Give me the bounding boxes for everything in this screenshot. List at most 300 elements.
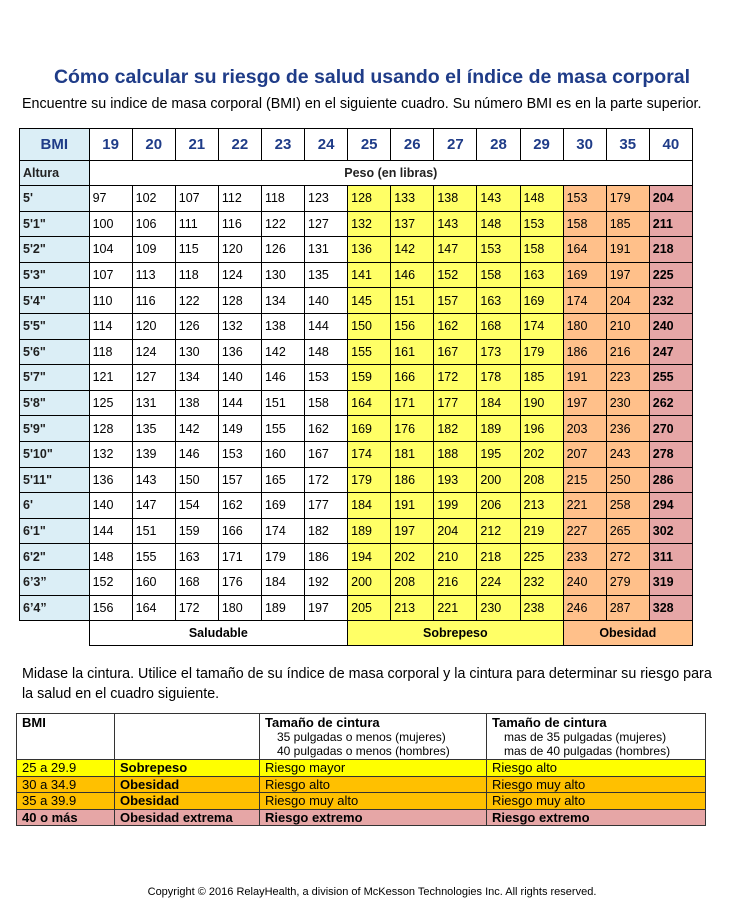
weight-cell: 155 [132, 544, 175, 570]
weight-cell: 169 [563, 262, 606, 288]
page-title: Cómo calcular su riesgo de salud usando el índice de masa corporal [53, 66, 691, 88]
bmi-table-row [20, 493, 693, 519]
weight-cell: 189 [348, 518, 391, 544]
weight-cell: 191 [606, 237, 649, 263]
weight-cell: 197 [563, 390, 606, 416]
weight-cell: 136 [218, 339, 261, 365]
height-cell: 6'2" [20, 544, 90, 570]
weight-cell: 128 [348, 186, 391, 212]
weight-cell: 160 [132, 569, 175, 595]
weight-cell: 286 [649, 467, 692, 493]
bmi-table-row [20, 365, 693, 391]
weight-cell: 194 [348, 544, 391, 570]
weight-cell: 182 [434, 416, 477, 442]
weight-cell: 126 [261, 237, 304, 263]
bmi-table-row [20, 237, 693, 263]
weight-cell: 278 [649, 441, 692, 467]
weight-cell: 200 [477, 467, 520, 493]
weight-cell: 247 [649, 339, 692, 365]
height-cell: 5'10" [20, 441, 90, 467]
weight-cell: 144 [89, 518, 132, 544]
weight-cell: 158 [520, 237, 563, 263]
weight-cell: 145 [348, 288, 391, 314]
weight-cell: 199 [434, 493, 477, 519]
weight-cell: 146 [175, 441, 218, 467]
weight-cell: 255 [649, 365, 692, 391]
weight-cell: 216 [606, 339, 649, 365]
weight-cell: 120 [132, 313, 175, 339]
weight-cell: 200 [348, 569, 391, 595]
height-cell: 5'4" [20, 288, 90, 314]
bmi-table [19, 128, 693, 646]
weight-cell: 192 [305, 569, 348, 595]
weight-cell: 211 [649, 211, 692, 237]
weight-cell: 197 [305, 595, 348, 621]
bmi-value-header: 22 [218, 129, 261, 161]
weight-cell: 179 [520, 339, 563, 365]
bmi-table-row [20, 441, 693, 467]
weight-cell: 174 [563, 288, 606, 314]
weight-cell: 144 [305, 313, 348, 339]
weight-cell: 174 [520, 313, 563, 339]
weight-cell: 216 [434, 569, 477, 595]
bmi-value-header: 25 [348, 129, 391, 161]
weight-cell: 177 [434, 390, 477, 416]
weight-cell: 123 [305, 186, 348, 212]
weight-cell: 132 [89, 441, 132, 467]
bmi-table-row [20, 186, 693, 212]
weight-cell: 179 [261, 544, 304, 570]
weight-cell: 191 [391, 493, 434, 519]
weight-cell: 128 [218, 288, 261, 314]
weight-cell: 153 [218, 441, 261, 467]
weight-cell: 186 [305, 544, 348, 570]
waist-small-men: 40 pulgadas o menos (hombres) [277, 744, 450, 758]
weight-cell: 153 [477, 237, 520, 263]
weight-cell: 218 [477, 544, 520, 570]
weight-cell: 141 [348, 262, 391, 288]
weight-cell: 151 [132, 518, 175, 544]
weight-cell: 138 [261, 313, 304, 339]
weight-cell: 144 [218, 390, 261, 416]
weight-cell: 265 [606, 518, 649, 544]
risk-header-waist-small [260, 714, 487, 760]
risk-cell-range: 40 o más [17, 809, 115, 826]
weight-cell: 151 [261, 390, 304, 416]
risk-table-row [17, 776, 706, 793]
weight-cell: 150 [175, 467, 218, 493]
weight-cell: 138 [175, 390, 218, 416]
weight-cell: 272 [606, 544, 649, 570]
weight-cell: 122 [175, 288, 218, 314]
weight-cell: 104 [89, 237, 132, 263]
weight-cell: 118 [261, 186, 304, 212]
weight-cell: 136 [89, 467, 132, 493]
bmi-value-header: 27 [434, 129, 477, 161]
weight-cell: 182 [305, 518, 348, 544]
weight-cell: 148 [89, 544, 132, 570]
weight-cell: 143 [434, 211, 477, 237]
waist-small-women: 35 pulgadas o menos (mujeres) [277, 730, 446, 744]
weight-cell: 107 [89, 262, 132, 288]
weight-cell: 164 [132, 595, 175, 621]
weight-cell: 143 [477, 186, 520, 212]
weight-cell: 157 [218, 467, 261, 493]
weight-cell: 156 [89, 595, 132, 621]
weight-cell: 155 [348, 339, 391, 365]
height-cell: 5'2" [20, 237, 90, 263]
weight-cell: 162 [434, 313, 477, 339]
bmi-value-header: 29 [520, 129, 563, 161]
copyright-footer: Copyright © 2016 RelayHealth, a division of McKesson Technologies Inc. All rights reserved. [147, 886, 597, 898]
weight-cell: 127 [305, 211, 348, 237]
bmi-value-header: 28 [477, 129, 520, 161]
weight-cell: 121 [89, 365, 132, 391]
weight-cell: 172 [305, 467, 348, 493]
weight-cell: 287 [606, 595, 649, 621]
weight-cell: 218 [649, 237, 692, 263]
weight-cell: 146 [391, 262, 434, 288]
category-obese: Obesidad [563, 621, 692, 646]
height-cell: 5' [20, 186, 90, 212]
weight-cell: 128 [89, 416, 132, 442]
weight-cell: 311 [649, 544, 692, 570]
weight-cell: 162 [305, 416, 348, 442]
weight-cell: 173 [477, 339, 520, 365]
weight-cell: 147 [434, 237, 477, 263]
weight-cell: 153 [305, 365, 348, 391]
weight-cell: 210 [434, 544, 477, 570]
weight-cell: 124 [132, 339, 175, 365]
weight-cell: 258 [606, 493, 649, 519]
weight-cell: 294 [649, 493, 692, 519]
risk-cell-category: Obesidad [115, 793, 260, 810]
weight-cell: 238 [520, 595, 563, 621]
weight-cell: 140 [89, 493, 132, 519]
weight-cell: 236 [606, 416, 649, 442]
weight-cell: 204 [434, 518, 477, 544]
weight-cell: 189 [477, 416, 520, 442]
weight-cell: 148 [305, 339, 348, 365]
bmi-table-row [20, 262, 693, 288]
bmi-value-header: 26 [391, 129, 434, 161]
weight-cell: 178 [477, 365, 520, 391]
weight-cell: 302 [649, 518, 692, 544]
height-cell: 6’3” [20, 569, 90, 595]
weight-cell: 116 [218, 211, 261, 237]
weight-cell: 118 [175, 262, 218, 288]
weight-cell: 172 [434, 365, 477, 391]
weight-cell: 177 [305, 493, 348, 519]
bmi-table-row [20, 467, 693, 493]
weight-cell: 142 [261, 339, 304, 365]
weight-cell: 126 [175, 313, 218, 339]
bmi-value-header: 21 [175, 129, 218, 161]
bmi-table-row [20, 288, 693, 314]
weight-cell: 148 [477, 211, 520, 237]
category-healthy: Saludable [89, 621, 348, 646]
weight-cell: 225 [649, 262, 692, 288]
weight-cell: 190 [520, 390, 563, 416]
risk-header-row [17, 714, 706, 760]
weight-cell: 225 [520, 544, 563, 570]
height-cell: 5'8" [20, 390, 90, 416]
weight-cell: 124 [218, 262, 261, 288]
weight-cell: 163 [520, 262, 563, 288]
weight-cell: 169 [520, 288, 563, 314]
weight-cell: 215 [563, 467, 606, 493]
weight-cell: 132 [348, 211, 391, 237]
weight-cell: 142 [391, 237, 434, 263]
weight-cell: 224 [477, 569, 520, 595]
weight-cell: 169 [348, 416, 391, 442]
weight-cell: 100 [89, 211, 132, 237]
weight-cell: 163 [477, 288, 520, 314]
weight-cell: 185 [520, 365, 563, 391]
bmi-header-row [20, 129, 693, 161]
waist-instructions: Midase la cintura. Utilice el tamaño de su índice de masa corporal y la cintura para determinar su riesgo para la salud en el cuadro siguiente. [22, 666, 712, 702]
bmi-label: BMI [20, 129, 90, 161]
bmi-table-row [20, 595, 693, 621]
weight-cell: 158 [477, 262, 520, 288]
risk-cell-category: Obesidad [115, 776, 260, 793]
weight-cell: 184 [261, 569, 304, 595]
weight-cell: 181 [391, 441, 434, 467]
intro-text: Encuentre su indice de masa corporal (BMI) en el siguiente cuadro. Su número BMI es en la parte superior. [22, 96, 702, 112]
weight-cell: 143 [132, 467, 175, 493]
weight-cell: 184 [348, 493, 391, 519]
weight-cell: 168 [175, 569, 218, 595]
weight-cell: 204 [606, 288, 649, 314]
bmi-table-row [20, 211, 693, 237]
weight-cell: 196 [520, 416, 563, 442]
weight-cell: 210 [606, 313, 649, 339]
weight-cell: 127 [132, 365, 175, 391]
height-cell: 5'7" [20, 365, 90, 391]
weight-cell: 157 [434, 288, 477, 314]
weight-cell: 191 [563, 365, 606, 391]
weight-cell: 171 [391, 390, 434, 416]
weight-cell: 213 [391, 595, 434, 621]
bmi-value-header: 30 [563, 129, 606, 161]
weight-cell: 204 [649, 186, 692, 212]
weight-cell: 213 [520, 493, 563, 519]
weight-cell: 202 [391, 544, 434, 570]
weight-cell: 120 [218, 237, 261, 263]
weight-cell: 158 [305, 390, 348, 416]
risk-table [16, 713, 706, 826]
weight-cell: 208 [391, 569, 434, 595]
weight-cell: 202 [520, 441, 563, 467]
weight-cell: 208 [520, 467, 563, 493]
risk-cell-risk2: Riesgo alto [487, 760, 706, 777]
risk-cell-category: Obesidad extrema [115, 809, 260, 826]
weight-cell: 102 [132, 186, 175, 212]
bmi-table-row [20, 569, 693, 595]
bmi-table-row [20, 390, 693, 416]
weight-cell: 130 [175, 339, 218, 365]
risk-cell-range: 35 a 39.9 [17, 793, 115, 810]
bmi-value-header: 20 [132, 129, 175, 161]
weight-cell: 153 [520, 211, 563, 237]
height-cell: 6’4” [20, 595, 90, 621]
risk-header-blank [115, 714, 260, 760]
weight-cell: 328 [649, 595, 692, 621]
weight-cell: 130 [261, 262, 304, 288]
weight-cell: 240 [649, 313, 692, 339]
risk-header-bmi: BMI [17, 714, 115, 760]
weight-cell: 137 [391, 211, 434, 237]
weight-cell: 230 [606, 390, 649, 416]
weight-label: Peso (en libras) [89, 161, 692, 186]
risk-cell-risk2: Riesgo muy alto [487, 776, 706, 793]
bmi-table-row [20, 518, 693, 544]
weight-cell: 243 [606, 441, 649, 467]
weight-cell: 132 [218, 313, 261, 339]
weight-cell: 112 [218, 186, 261, 212]
weight-cell: 107 [175, 186, 218, 212]
weight-cell: 174 [261, 518, 304, 544]
weight-cell: 164 [348, 390, 391, 416]
weight-cell: 115 [175, 237, 218, 263]
weight-cell: 232 [520, 569, 563, 595]
weight-cell: 110 [89, 288, 132, 314]
weight-cell: 180 [563, 313, 606, 339]
weight-cell: 279 [606, 569, 649, 595]
height-cell: 5'1" [20, 211, 90, 237]
risk-cell-category: Sobrepeso [115, 760, 260, 777]
height-cell: 6' [20, 493, 90, 519]
weight-cell: 113 [132, 262, 175, 288]
weight-cell: 319 [649, 569, 692, 595]
category-row [20, 621, 693, 646]
weight-cell: 197 [606, 262, 649, 288]
weight-cell: 227 [563, 518, 606, 544]
bmi-value-header: 23 [261, 129, 304, 161]
height-weight-label-row [20, 161, 693, 186]
bmi-value-header: 24 [305, 129, 348, 161]
weight-cell: 154 [175, 493, 218, 519]
weight-cell: 270 [649, 416, 692, 442]
weight-cell: 151 [391, 288, 434, 314]
weight-cell: 240 [563, 569, 606, 595]
waist-large-women: mas de 35 pulgadas (mujeres) [504, 730, 667, 744]
weight-cell: 163 [175, 544, 218, 570]
weight-cell: 158 [563, 211, 606, 237]
height-cell: 6'1" [20, 518, 90, 544]
weight-cell: 219 [520, 518, 563, 544]
bmi-table-row [20, 544, 693, 570]
weight-cell: 179 [348, 467, 391, 493]
weight-cell: 116 [132, 288, 175, 314]
weight-cell: 167 [434, 339, 477, 365]
weight-cell: 152 [434, 262, 477, 288]
weight-cell: 138 [434, 186, 477, 212]
height-label: Altura [20, 161, 90, 186]
weight-cell: 193 [434, 467, 477, 493]
weight-cell: 189 [261, 595, 304, 621]
weight-cell: 134 [175, 365, 218, 391]
weight-cell: 155 [261, 416, 304, 442]
weight-cell: 174 [348, 441, 391, 467]
weight-cell: 159 [348, 365, 391, 391]
risk-cell-risk1: Riesgo extremo [260, 809, 487, 826]
weight-cell: 125 [89, 390, 132, 416]
weight-cell: 179 [606, 186, 649, 212]
weight-cell: 172 [175, 595, 218, 621]
bmi-table-row [20, 313, 693, 339]
weight-cell: 150 [348, 313, 391, 339]
weight-cell: 186 [391, 467, 434, 493]
weight-cell: 166 [218, 518, 261, 544]
risk-cell-risk2: Riesgo extremo [487, 809, 706, 826]
height-cell: 5'3" [20, 262, 90, 288]
weight-cell: 146 [261, 365, 304, 391]
weight-cell: 140 [305, 288, 348, 314]
weight-cell: 205 [348, 595, 391, 621]
weight-cell: 195 [477, 441, 520, 467]
weight-cell: 212 [477, 518, 520, 544]
weight-cell: 147 [132, 493, 175, 519]
weight-cell: 135 [305, 262, 348, 288]
weight-cell: 134 [261, 288, 304, 314]
weight-cell: 164 [563, 237, 606, 263]
bmi-value-header: 35 [606, 129, 649, 161]
weight-cell: 159 [175, 518, 218, 544]
weight-cell: 167 [305, 441, 348, 467]
risk-cell-range: 30 a 34.9 [17, 776, 115, 793]
risk-cell-risk1: Riesgo alto [260, 776, 487, 793]
weight-cell: 233 [563, 544, 606, 570]
weight-cell: 153 [563, 186, 606, 212]
weight-cell: 185 [606, 211, 649, 237]
weight-cell: 166 [391, 365, 434, 391]
waist-small-title: Tamaño de cintura [265, 715, 380, 730]
weight-cell: 197 [391, 518, 434, 544]
weight-cell: 149 [218, 416, 261, 442]
waist-large-men: mas de 40 pulgadas (hombres) [504, 744, 671, 758]
weight-cell: 171 [218, 544, 261, 570]
weight-cell: 246 [563, 595, 606, 621]
risk-cell-range: 25 a 29.9 [17, 760, 115, 777]
risk-cell-risk1: Riesgo mayor [260, 760, 487, 777]
risk-table-row [17, 793, 706, 810]
weight-cell: 156 [391, 313, 434, 339]
weight-cell: 131 [132, 390, 175, 416]
height-cell: 5'11" [20, 467, 90, 493]
weight-cell: 106 [132, 211, 175, 237]
weight-cell: 133 [391, 186, 434, 212]
bmi-value-header: 40 [649, 129, 692, 161]
height-cell: 5'6" [20, 339, 90, 365]
waist-large-title: Tamaño de cintura [492, 715, 607, 730]
weight-cell: 180 [218, 595, 261, 621]
risk-cell-risk1: Riesgo muy alto [260, 793, 487, 810]
weight-cell: 169 [261, 493, 304, 519]
category-overweight: Sobrepeso [348, 621, 563, 646]
weight-cell: 97 [89, 186, 132, 212]
bmi-table-row [20, 416, 693, 442]
weight-cell: 136 [348, 237, 391, 263]
risk-header-waist-large [487, 714, 706, 760]
weight-cell: 109 [132, 237, 175, 263]
height-cell: 5'5" [20, 313, 90, 339]
weight-cell: 118 [89, 339, 132, 365]
weight-cell: 186 [563, 339, 606, 365]
weight-cell: 140 [218, 365, 261, 391]
weight-cell: 111 [175, 211, 218, 237]
weight-cell: 148 [520, 186, 563, 212]
